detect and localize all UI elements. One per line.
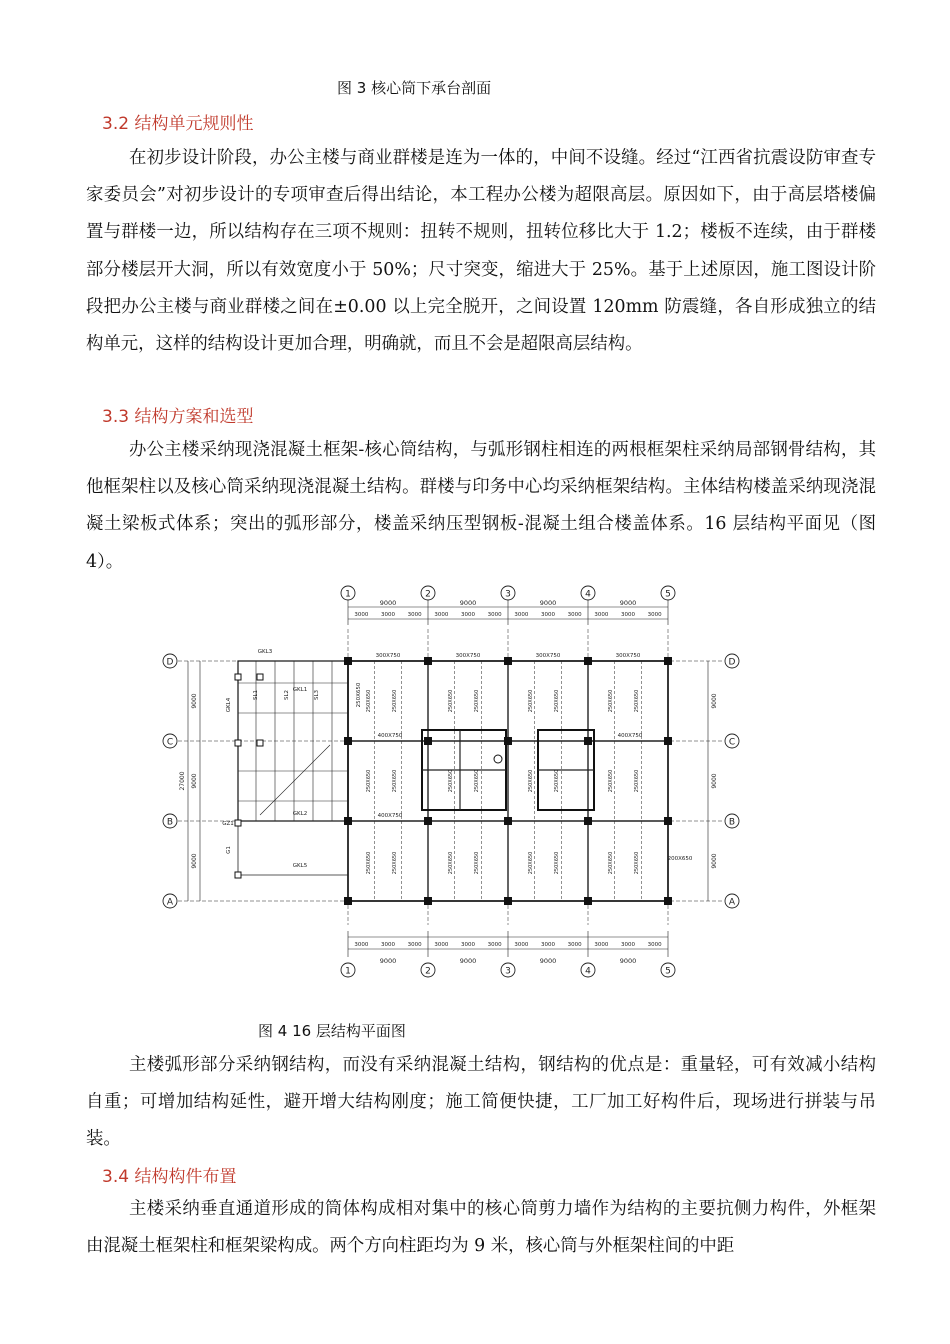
grid-label-right: D <box>728 657 736 668</box>
steel-member-label: SL3 <box>314 689 320 701</box>
beam-size-label: 400X750 <box>617 733 643 739</box>
sub-dimension-bottom: 3000 <box>514 942 529 948</box>
structural-plan-drawing <box>160 585 745 980</box>
beam-size-label: 250X650 <box>634 769 640 793</box>
grid-label-bottom: 5 <box>665 966 671 977</box>
section-3-4-heading: 3.4 结构构件布置 <box>102 1167 237 1187</box>
concrete-column <box>664 657 672 665</box>
sub-dimension-top: 3000 <box>567 612 582 618</box>
beam-size-label: 250X650 <box>474 769 480 793</box>
concrete-column <box>584 657 592 665</box>
section-3-2-paragraph: 在初步设计阶段，办公主楼与商业群楼是连为一体的，中间不设缝。经过“江西省抗震设防审查专家委员会”对初步设计的专项审查后得出结论，本工程办公楼为超限高层。原因如下，由于高层塔楼偏置与群楼一边，所以结构存在三项不规则：扭转不规则，扭转位移比大于 1.2；楼板不连续，由于群楼部分楼层开大洞，所以有效宽度小于 50%；尺寸突变，缩进大于 25%。基于上述原因，施工图设计阶段把办公主楼与商业群楼之间在±0.00 以上完全脱开，之间设置 120mm 防震缝，各自形成独立的结构单元，这样的结构设计更加合理，明确就，而且不会是超限高层结构。 <box>86 148 876 355</box>
steel-member-label: GKL4 <box>226 697 232 713</box>
steel-column <box>235 674 241 680</box>
beam-size-label: 300X750 <box>615 653 641 659</box>
concrete-column <box>664 817 672 825</box>
grid-label-bottom: 1 <box>345 966 351 977</box>
sub-dimension-top: 3000 <box>514 612 529 618</box>
concrete-column <box>584 737 592 745</box>
concrete-column <box>584 897 592 905</box>
beam-size-label: 300X750 <box>455 653 481 659</box>
concrete-column <box>664 897 672 905</box>
grid-label-left: A <box>166 897 174 908</box>
grid-label-bottom: 2 <box>425 966 431 977</box>
concrete-column <box>424 897 432 905</box>
beam-size-label: 250X650 <box>392 769 398 793</box>
grid-label-left: D <box>166 657 174 668</box>
beam-size-label: 250X650 <box>634 689 640 713</box>
beam-size-label: 250X650 <box>554 851 560 875</box>
beam-size-label: 250X650 <box>448 689 454 713</box>
steel-member-label: GKL5 <box>292 863 308 869</box>
beam-size-label: 250X650 <box>392 851 398 875</box>
steel-member-label: GKL2 <box>292 811 308 817</box>
left-dimension: 9000 <box>191 693 198 709</box>
bay-dimension-bottom: 9000 <box>539 957 557 965</box>
beam-size-label: 250X650 <box>634 851 640 875</box>
sub-dimension-top: 3000 <box>647 612 662 618</box>
steel-column <box>257 674 263 680</box>
sub-dimension-bottom: 3000 <box>567 942 582 948</box>
sub-dimension-bottom: 3000 <box>354 942 369 948</box>
grid-label-bottom: 3 <box>505 966 511 977</box>
sub-dimension-bottom: 3000 <box>594 942 609 948</box>
beam-size-label: 250X650 <box>528 689 534 713</box>
grid-label-right: A <box>728 897 736 908</box>
shaft-marker <box>494 755 502 763</box>
beam-size-label: 250X650 <box>528 851 534 875</box>
section-3-2-heading: 3.2 结构单元规则性 <box>102 114 254 134</box>
beam-size-label: 250X650 <box>366 851 372 875</box>
beam-size-label: 400X750 <box>377 733 403 739</box>
sub-dimension-bottom: 3000 <box>647 942 662 948</box>
grid-label-top: 3 <box>505 589 511 600</box>
beam-size-label: 250X650 <box>608 769 614 793</box>
sub-dimension-top: 3000 <box>461 612 475 618</box>
beam-size-label: 250X650 <box>554 769 560 793</box>
concrete-column <box>664 737 672 745</box>
grid-label-top: 5 <box>665 589 671 600</box>
steel-member-label: GZ1 <box>222 821 234 827</box>
concrete-column <box>504 657 512 665</box>
section-3-4-paragraph: 主楼采纳垂直通道形成的筒体构成相对集中的核心筒剪力墙作为结构的主要抗侧力构件，外框架由混凝土框架柱和框架梁构成。两个方向柱距均为 9 米，核心筒与外框架柱间的中距 <box>86 1199 876 1257</box>
sub-dimension-top: 3000 <box>407 612 422 618</box>
steel-column <box>235 820 241 826</box>
section-3-3-heading: 3.3 结构方案和选型 <box>102 407 254 427</box>
bay-dimension-bottom: 9000 <box>379 957 397 965</box>
right-dimension: 9000 <box>711 773 718 789</box>
sub-dimension-top: 3000 <box>381 612 395 618</box>
grid-label-top: 2 <box>425 589 431 600</box>
sub-dimension-bottom: 3000 <box>487 942 502 948</box>
bay-dimension-bottom: 9000 <box>459 957 477 965</box>
grid-label-left: B <box>166 817 174 828</box>
sub-dimension-bottom: 3000 <box>407 942 422 948</box>
beam-size-label: 250X650 <box>608 851 614 875</box>
grid-label-top: 4 <box>585 589 591 600</box>
left-total-dimension: 27000 <box>179 771 186 791</box>
figure-4-caption: 图 4 16 层结构平面图 <box>258 1022 406 1040</box>
bay-dimension-top: 9000 <box>539 599 557 607</box>
steel-member-label: SL1 <box>253 689 259 701</box>
steel-structure-paragraph: 主楼弧形部分采纳钢结构，而没有采纳混凝土结构，钢结构的优点是：重量轻，可有效减小结构自重；可增加结构延性，避开增大结构刚度；施工简便快捷，工厂加工好构件后，现场进行拼装与吊装。 <box>86 1055 876 1150</box>
beam-size-label: 250X650 <box>474 851 480 875</box>
sub-dimension-top: 3000 <box>621 612 635 618</box>
sub-dimension-top: 3000 <box>541 612 555 618</box>
bay-dimension-bottom: 9000 <box>619 957 637 965</box>
concrete-column <box>424 657 432 665</box>
bay-dimension-top: 9000 <box>459 599 477 607</box>
beam-size-label: 400X750 <box>377 813 403 819</box>
steel-column <box>257 740 263 746</box>
grid-label-top: 1 <box>345 589 351 600</box>
concrete-column <box>424 737 432 745</box>
steel-column <box>235 740 241 746</box>
sub-dimension-bottom: 3000 <box>621 942 635 948</box>
steel-member-label: GKL1 <box>292 687 308 693</box>
concrete-column <box>424 817 432 825</box>
beam-size-label: 250X650 <box>554 689 560 713</box>
steel-member-label: SL2 <box>284 689 290 701</box>
sub-dimension-top: 3000 <box>354 612 369 618</box>
concrete-column <box>584 817 592 825</box>
beam-size-label: 250X650 <box>448 769 454 793</box>
bay-dimension-top: 9000 <box>619 599 637 607</box>
sub-dimension-bottom: 3000 <box>541 942 555 948</box>
steel-column <box>235 872 241 878</box>
left-dimension: 9000 <box>191 773 198 789</box>
concrete-column <box>504 897 512 905</box>
steel-member-label: G1 <box>226 846 232 854</box>
concrete-column <box>344 897 352 905</box>
right-dimension: 9000 <box>711 693 718 709</box>
figure-3-caption: 图 3 核心筒下承台剖面 <box>337 79 492 97</box>
sub-dimension-bottom: 3000 <box>434 942 449 948</box>
beam-size-label: 250X650 <box>474 689 480 713</box>
concrete-column <box>504 817 512 825</box>
beam-size-label: 250X650 <box>356 682 362 708</box>
bay-dimension-top: 9000 <box>379 599 397 607</box>
right-dimension: 9000 <box>711 853 718 869</box>
beam-size-label: 250X650 <box>608 689 614 713</box>
section-3-3-paragraph: 办公主楼采纳现浇混凝土框架-核心筒结构，与弧形钢柱相连的两根框架柱采纳局部钢骨结构，其他框架柱以及核心筒采纳现浇混凝土结构。群楼与印务中心均采纳框架结构。主体结构楼盖采纳现浇混凝土梁板式体系；突出的弧形部分，楼盖采纳压型钢板-混凝土组合楼盖体系。16 层结构平面见（图 4）。 <box>86 440 876 572</box>
sub-dimension-top: 3000 <box>487 612 502 618</box>
beam-size-label: 300X750 <box>375 653 401 659</box>
sub-dimension-bottom: 3000 <box>461 942 475 948</box>
left-dimension: 9000 <box>191 853 198 869</box>
sub-dimension-bottom: 3000 <box>381 942 395 948</box>
beam-size-label: 300X750 <box>535 653 561 659</box>
grid-label-right: C <box>728 737 736 748</box>
beam-size-label: 250X650 <box>366 689 372 713</box>
grid-label-left: C <box>166 737 174 748</box>
beam-size-label: 200X650 <box>667 856 693 862</box>
beam-size-label: 250X650 <box>448 851 454 875</box>
brace-line <box>260 745 330 815</box>
sub-dimension-top: 3000 <box>434 612 449 618</box>
figure-4-structural-plan <box>160 585 745 980</box>
steel-member-label: GKL3 <box>257 649 273 655</box>
grid-label-bottom: 4 <box>585 966 591 977</box>
beam-size-label: 250X650 <box>392 689 398 713</box>
sub-dimension-top: 3000 <box>594 612 609 618</box>
beam-size-label: 250X650 <box>528 769 534 793</box>
grid-label-right: B <box>728 817 736 828</box>
beam-size-label: 250X650 <box>366 769 372 793</box>
